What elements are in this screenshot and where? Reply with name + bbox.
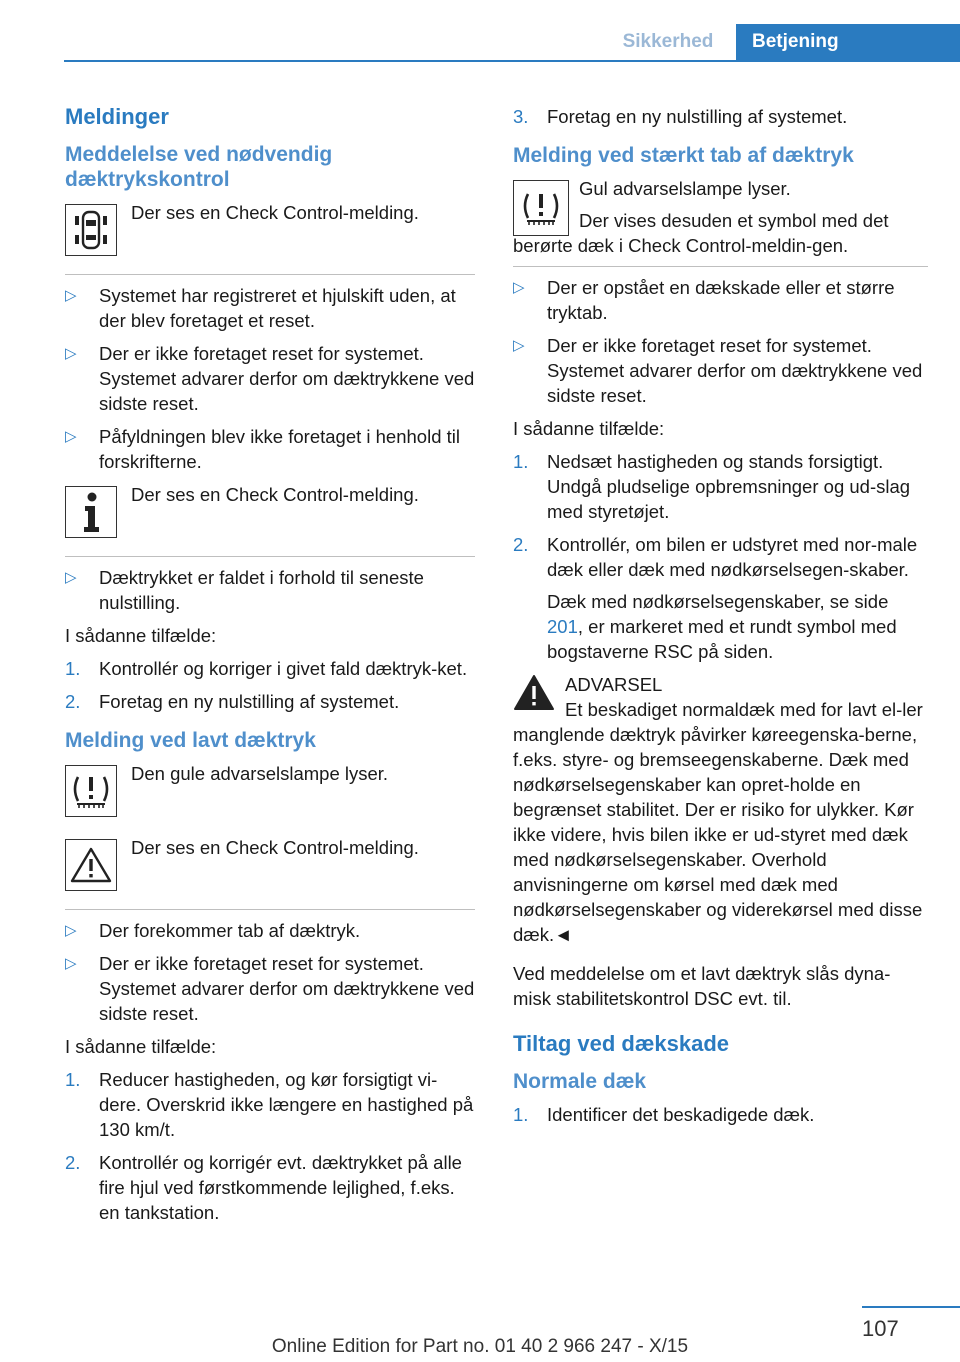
paragraph: I sådanne tilfælde: [65,1036,217,1057]
list-item: 1. Nedsæt hastigheden og stands forsigtigt. Undgå pludselige opbremsninger og ud-slag med styretøjet. [513,451,911,522]
icon-description-2: Der vises desuden et symbol med det berørte dæk i Check Control-meldin-gen. [513,210,889,256]
divider [65,909,475,910]
heading-meldinger: Meldinger [65,104,169,129]
divider [513,266,928,267]
page-link[interactable]: 201 [547,616,578,637]
triangle-bullet-icon: ▷ [513,279,525,296]
list-item: 1. Kontrollér og korriger i givet fald dæktryk-ket. [65,658,468,679]
list-item: 2. Kontrollér, om bilen er udstyret med nor-male dæk eller dæk med nødkørselsegen-skaber. Dæk med nødkørselsegenskaber, se side 201, er markeret med et rundt symbol med bogstaverne RSC på siden. [513,532,928,664]
reasons-list-1 [65,283,475,474]
paragraph: I sådanne tilfælde: [513,418,665,439]
list-item: 2. Foretag en ny nulstilling af systemet. [65,691,400,712]
triangle-bullet-icon: ▷ [65,428,77,445]
list-item: ▷ Dæktrykket er faldet i forhold til seneste nulstilling. [65,567,424,613]
warning-triangle-icon [65,839,117,891]
list-item: ▷ Der er opstået en dækskade eller et større tryktab. [513,277,895,323]
heading-nodvendig-daektrykskontrol: Meddelelse ved nødvendig dæktrykskontrol [65,143,333,191]
header-rule [64,60,960,62]
warning-block [513,672,928,947]
warning-triangle-icon [513,674,555,712]
heading-tiltag: Tiltag ved dækskade [513,1031,730,1056]
reasons-list-2 [65,565,475,615]
tire-pressure-warning-icon [65,765,117,817]
list-item: ▷ Der er ikke foretaget reset for systemet. Systemet advarer derfor om dæktrykkene ved sidste reset. [513,335,923,406]
triangle-bullet-icon: ▷ [65,955,77,972]
tpms-strong-loss-block [513,176,928,258]
triangle-bullet-icon: ▷ [513,337,525,354]
footer-rule [862,1306,960,1308]
icon-description: Den gule advarselslampe lyser. [131,763,389,784]
icon-description: Der ses en Check Control-melding. [131,837,419,858]
triangle-bullet-icon: ▷ [65,569,77,586]
heading-normale-daek: Normale dæk [513,1070,647,1093]
heading-lavt-daektryk: Melding ved lavt dæktryk [65,729,316,752]
paragraph: I sådanne tilfælde: [65,625,217,646]
reasons-list-3 [65,918,475,1026]
right-column [513,100,928,1135]
steps-list-3 [513,449,928,664]
list-item: ▷ Systemet har registreret et hjulskift uden, at der blev foretaget et reset. [65,285,456,331]
list-item: 1. Reducer hastigheden, og kør forsigtigt vi-dere. Overskrid ikke længere en hastighed på 130 km/t. [65,1069,474,1140]
triangle-bullet-icon: ▷ [65,287,77,304]
reasons-list-4 [513,275,928,408]
warning-title: ADVARSEL [565,674,663,695]
left-column [65,100,475,1233]
warning-body: Et beskadiget normaldæk med for lavt el-ler manglende dæktryk påvirker køreegenska-berne, f.eks. styre- og bremseegenskaberne. Dæk med nødkørselsegenskaber kan opret-holde en begrænset stabilitet. Der er risiko for ulykker. Kør ikke videre, hvis bilen ikke er ud-styret med dæk med nødkørselsegenskaber. Overhold anvisningerne om kørsel med dæk med nødkørselsegenskaber og viderekørsel med disse dæk.◄ [513,699,923,945]
icon-description: Der ses en Check Control-melding. [131,484,419,505]
triangle-bullet-icon: ▷ [65,345,77,362]
list-item: ▷ Der er ikke foretaget reset for systemet. Systemet advarer derfor om dæktrykkene ved sidste reset. [65,953,475,1024]
list-item: 3. Foretag en ny nulstilling af systemet. [513,106,848,127]
edition-note: Online Edition for Part no. 01 40 2 966 247 - X/15 [271,1336,689,1357]
tire-pressure-warning-icon [513,180,569,236]
list-item: ▷ Der er ikke foretaget reset for systemet. Systemet advarer derfor om dæktrykkene ved sidste reset. [65,343,475,414]
steps-list-4 [513,1102,928,1127]
icon-description: Gul advarselslampe lyser. [579,178,791,199]
sub-paragraph: Dæk med nødkørselsegenskaber, se side 201, er markeret med et rundt symbol med bogstaverne RSC på siden. [547,591,897,662]
list-item: ▷ Påfyldningen blev ikke foretaget i henhold til forskrifterne. [65,426,460,472]
tpms-warning-icon-block [65,761,475,819]
steps-list-2 [65,1067,475,1225]
divider [65,556,475,557]
icon-description: Der ses en Check Control-melding. [131,202,419,223]
warning-icon-block [65,835,475,893]
steps-list-1 [65,656,475,714]
triangle-bullet-icon: ▷ [65,922,77,939]
heading-staerkt-tab: Melding ved stærkt tab af dæktryk [513,144,854,167]
info-icon-block [65,482,475,540]
tire-position-icon [65,204,117,256]
tpms-icon-block [65,200,475,258]
page-header [0,0,960,64]
info-icon [65,486,117,538]
tab-sikkerhed[interactable]: Sikkerhed [622,31,714,52]
list-item: 2. Kontrollér og korrigér evt. dæktrykket på alle fire hjul ved førstkommende lejlighed, f.eks. en tankstation. [65,1152,462,1223]
list-item: 1. Identificer det beskadigede dæk. [513,1104,815,1125]
steps-list-continued [513,104,928,129]
divider [65,274,475,275]
page-number: 107 [862,1316,899,1341]
tab-betjening[interactable]: Betjening [736,24,960,62]
paragraph: Ved meddelelse om et lavt dæktryk slås dyna-misk stabilitetskontrol DSC evt. til. [513,963,891,1009]
list-item: ▷ Der forekommer tab af dæktryk. [65,920,361,941]
